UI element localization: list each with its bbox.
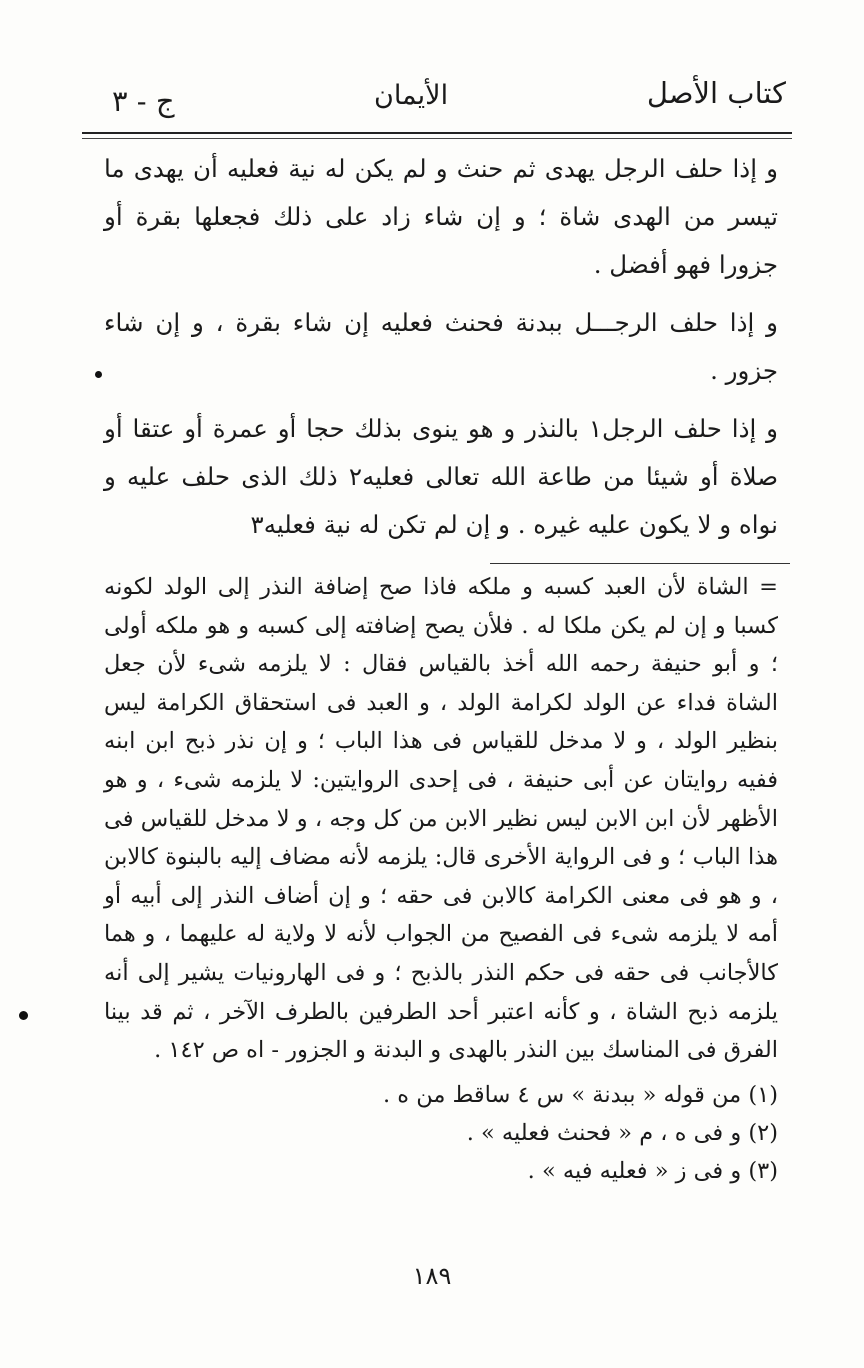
footnote: (٣) و فى ز « فعليه فيه » . [527, 1157, 778, 1184]
main-paragraph: و إذا حلف الرجل١ بالنذر و هو ينوى بذلك حجا أو عمرة أو عتقا أو صلاة أو شيئا من طاعة الله تعالى فعليه٢ ذلك الذى حلف عليه و نواه و لا يكون عليه غيره . و إن لم تكن له نية فعليه٣ [104, 414, 779, 539]
header-rule-thin [82, 138, 792, 139]
commentary-text [104, 568, 778, 1070]
ink-dot-mark [19, 1011, 28, 1020]
volume-number: ج - ٣ [112, 84, 175, 118]
commentary-paragraph: = الشاة لأن العبد كسبه و ملكه فاذا صح إضافة النذر إلى الولد لكونه كسبا و إن لم يكن ملكا له . فلأن يصح إضافته إلى كسبه و هو ملكه أولى ؛ و أبو حنيفة رحمه الله أخذ بالقياس فقال : لا يلزمه شىء لأن جعل الشاة فداء عن الولد لكرامة الولد ، و العبد فى استحقاق الكرامة ليس بنظير الولد ، و لا مدخل للقياس فى هذا الباب ؛ و إن نذر ذبح ابن ابنه ففيه روايتان عن أبى حنيفة ، فى إحدى الروايتين: لا يلزمه شىء ، و هو الأظهر لأن ابن الابن ليس نظير الابن من كل وجه ، و لا مدخل للقياس فى هذا الباب ؛ و فى الرواية الأخرى قال: يلزمه لأنه مضاف إليه بالبنوة كالابن ، و هو فى معنى الكرامة كالابن فى حقه ؛ و إن أضاف النذر إلى أبيه أو أمه لا يلزمه شىء فى الفصيح من الجواب لأنه لا ولاية له عليهما ، و هما كالأجانب فى حقه فى حكم النذر بالذبح ؛ و فى الهارونيات يشير إلى أنه يلزمه ذبح الشاة ، و كأنه اعتبر أحد الطرفين بالطرف الآخر ، ثم قد بينا الفرق فى المناسك بين النذر بالهدى و البدنة و الجزور - اه ص ١٤٢ . [104, 574, 778, 1064]
book-title: كتاب الأصل [646, 76, 786, 110]
footnote: (١) من قوله « ببدنة » س ٤ ساقط من ه . [382, 1081, 778, 1108]
footnotes [104, 1076, 778, 1190]
footnote: (٢) و فى ه ، م « فحنث فعليه » . [466, 1119, 778, 1146]
main-text [104, 145, 778, 549]
header-rule [82, 132, 792, 134]
main-paragraph: و إذا حلف الرجـــل ببدنة فحنث فعليه إن شاء بقرة ، و إن شاء جزور . [104, 308, 778, 385]
commentary-divider [490, 563, 790, 564]
chapter-title: الأيمان [374, 80, 449, 111]
page-number: ١٨٩ [412, 1262, 452, 1290]
ink-dot-mark [95, 371, 102, 378]
running-header [104, 70, 786, 132]
main-paragraph: و إذا حلف الرجل يهدى ثم حنث و لم يكن له نية فعليه أن يهدى ما تيسر من الهدى شاة ؛ و إن شاء زاد على ذلك فجعلها بقرة أو جزورا فهو أفضل . [104, 154, 778, 279]
